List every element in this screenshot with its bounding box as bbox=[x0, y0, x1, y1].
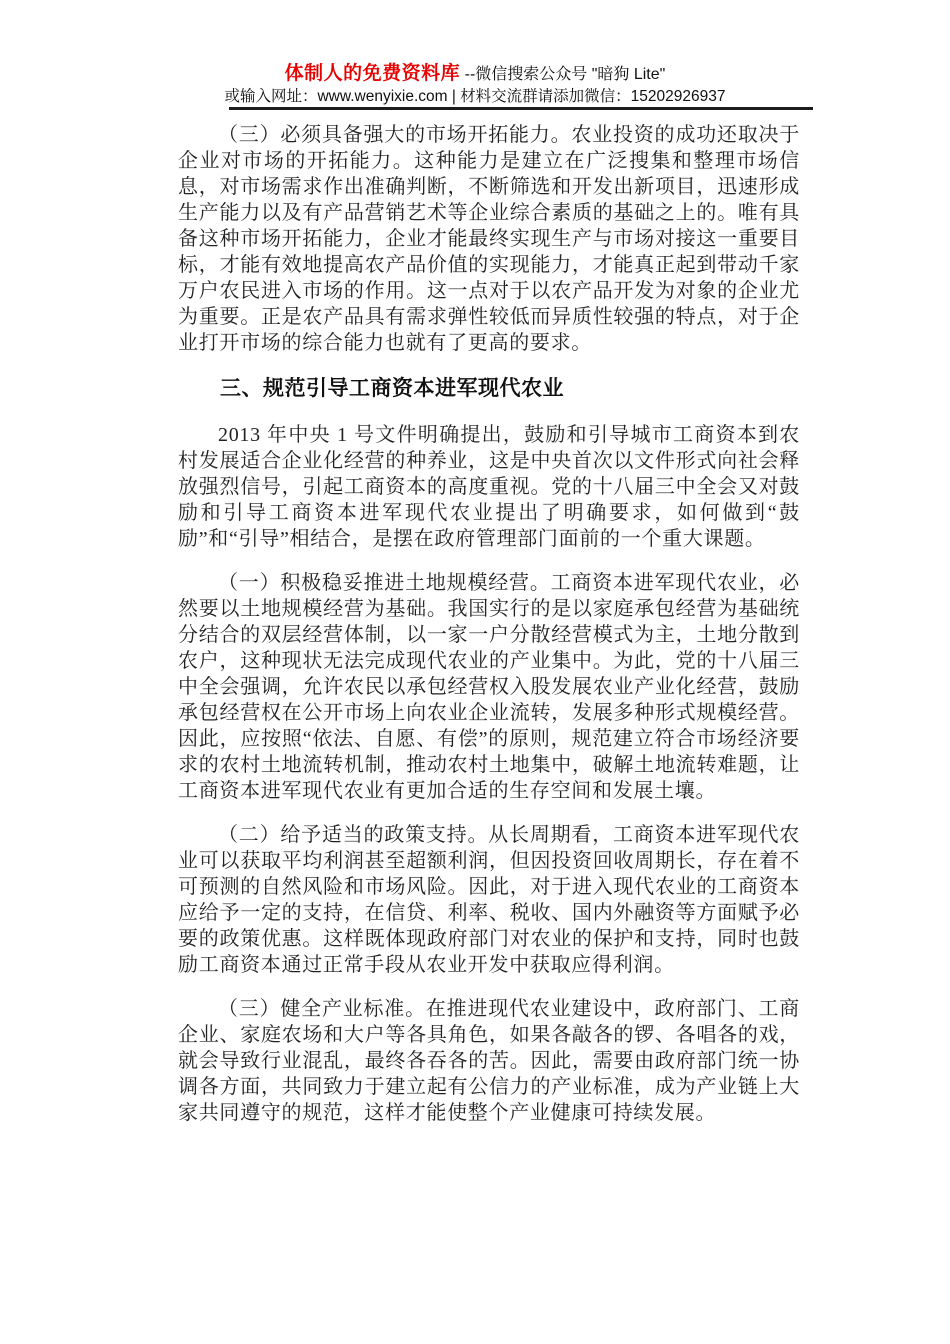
header-divider bbox=[229, 107, 813, 110]
header-line1 bbox=[0, 63, 950, 86]
paragraph-1: （三）必须具备强大的市场开拓能力。农业投资的成功还取决于企业对市场的开拓能力。这种能力是建立在广泛搜集和整理市场信息，对市场需求作出准确判断，不断筛选和开发出新项目，迅速形成生产能力以及有产品营销艺术等企业综合素质的基础之上的。唯有具备这种市场开拓能力，企业才能最终实现生产与市场对接这一重要目标，才能有效地提高农产品价值的实现能力，才能真正起到带动千家万户农民进入市场的作用。这一点对于以农产品开发为对象的企业尤为重要。正是农产品具有需求弹性较低而异质性较强的特点，对于企业打开市场的综合能力也就有了更高的要求。 bbox=[178, 124, 800, 354]
document-body bbox=[178, 122, 800, 1126]
paragraph-3: （一）积极稳妥推进土地规模经营。工商资本进军现代农业，必然要以土地规模经营为基础。我国实行的是以家庭承包经营为基础统分结合的双层经营体制，以一家一户分散经营模式为主，土地分散到农户，这种现状无法完成现代农业的产业集中。为此，党的十八届三中全会强调，允许农民以承包经营权入股发展农业产业化经营，鼓励承包经营权在公开市场上向农业企业流转，发展多种形式规模经营。因此，应按照“依法、自愿、有偿”的原则，规范建立符合市场经济要求的农村土地流转机制，推动农村土地集中，破解土地流转难题，让工商资本进军现代农业有更加合适的生存空间和发展土壤。 bbox=[178, 572, 800, 802]
paragraph-5: （三）健全产业标准。在推进现代农业建设中，政府部门、工商企业、家庭农场和大户等各具角色，如果各敲各的锣、各唱各的戏，就会导致行业混乱，最终各吞各的苦。因此，需要由政府部门统一协调各方面，共同致力于建立起有公信力的产业标准，成为产业链上大家共同遵守的规范，这样才能使整个产业健康可持续发展。 bbox=[178, 998, 800, 1124]
header-tagline: --微信搜索公众号 "暗狗 Lite" bbox=[460, 66, 666, 83]
header-brand: 体制人的免费资料库 bbox=[284, 63, 461, 84]
header-line2: 或输入网址：www.wenyixie.com | 材料交流群请添加微信：15202926937 bbox=[224, 88, 726, 105]
paragraph-4: （二）给予适当的政策支持。从长周期看，工商资本进军现代农业可以获取平均利润甚至超额利润，但因投资回收周期长，存在着不可预测的自然风险和市场风险。因此，对于进入现代农业的工商资本应给予一定的支持，在信贷、利率、税收、国内外融资等方面赋予必要的政策优惠。这样既体现政府部门对农业的保护和支持，同时也鼓励工商资本通过正常手段从农业开发中获取应得利润。 bbox=[178, 824, 800, 976]
section-heading: 三、规范引导工商资本进军现代农业 bbox=[220, 377, 564, 400]
paragraph-2: 2013 年中央 1 号文件明确提出，鼓励和引导城市工商资本到农村发展适合企业化经营的种养业，这是中央首次以文件形式向社会释放强烈信号，引起工商资本的高度重视。党的十八届三中全会又对鼓励和引导工商资本进军现代农业提出了明确要求，如何做到“鼓励”和“引导”相结合，是摆在政府管理部门面前的一个重大课题。 bbox=[178, 424, 800, 550]
